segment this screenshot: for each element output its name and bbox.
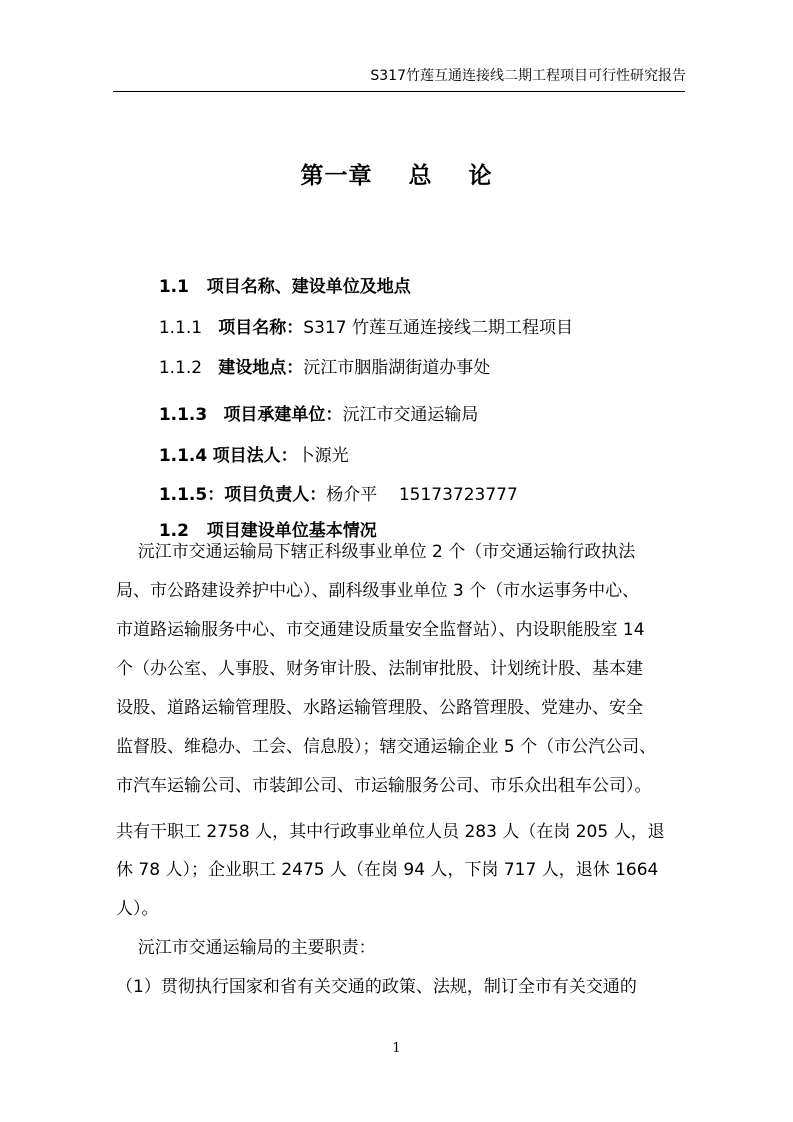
section-1-1-title: 项目名称、建设单位及地点 xyxy=(206,277,411,297)
section-1-2-number: 1.2 xyxy=(158,521,189,541)
section-1-1-number: 1.1 xyxy=(158,277,189,297)
section-1-1-3-number: 1.1.3 xyxy=(158,405,208,425)
body-line-7: 市汽车运输公司、市装卸公司、市运输服务公司、市乐众出租车公司）。 xyxy=(116,776,652,796)
body-line-6: 监督股、维稳办、工会、信息股）；辖交通运输企业 5 个（市公汽公司、 xyxy=(116,737,657,757)
section-1-1-5-number: 1.1.5： xyxy=(158,485,225,505)
header-divider xyxy=(113,91,685,92)
body-line-1: 沅江市交通运输局下辖正科级事业单位 2 个（市交通运输行政执法 xyxy=(116,542,636,562)
body-line-8: 共有干职工 2758 人，其中行政事业单位人员 283 人（在岗 205 人，退 xyxy=(116,822,665,842)
section-1-2-heading xyxy=(148,492,377,544)
body-line-4: 个（办公室、人事股、财务审计股、法制审批股、计划统计股、基本建 xyxy=(116,659,643,679)
section-1-1-2-label: 建设地点： xyxy=(218,358,304,378)
body-line-3: 市道路运输服务中心、市交通建设质量安全监督站）、内设职能股室 14 xyxy=(116,620,645,640)
section-1-2-title: 项目建设单位基本情况 xyxy=(206,521,377,541)
section-1-1-4-number: 1.1.4 xyxy=(158,446,208,466)
body-line-10: 人）。 xyxy=(116,899,159,919)
section-1-1-2-line xyxy=(148,329,490,381)
body-line-2: 局、市公路建设养护中心）、副科级事业单位 3 个（市水运事务中心、 xyxy=(116,581,640,601)
section-1-1-4-value: 卜源光 xyxy=(297,446,349,466)
section-1-1-5-label: 项目负责人： xyxy=(224,485,327,505)
body-paragraph-duty-1: （1）贯彻执行国家和省有关交通的政策、法规，制订全市有关交通的 xyxy=(116,977,637,997)
section-1-1-1-label: 项目名称： xyxy=(218,318,304,338)
section-1-1-5-value: 杨介平 15173723777 xyxy=(326,485,518,505)
chapter-title: 第一章 总 论 xyxy=(300,163,493,189)
section-1-1-3-label: 项目承建单位： xyxy=(223,405,343,425)
section-1-1-2-value: 沅江市胭脂湖街道办事处 xyxy=(303,358,491,378)
body-line-9: 休 78 人）；企业职工 2475 人（在岗 94 人，下岗 717 人，退休 1664 xyxy=(116,860,659,880)
body-line-5: 设股、道路运输管理股、水路运输管理股、公路管理股、党建办、安全 xyxy=(116,698,643,718)
running-header-title: S317竹莲互通连接线二期工程项目可行性研究报告 xyxy=(370,68,686,84)
section-1-1-4-label: 项目法人： xyxy=(212,446,298,466)
page-number: 1 xyxy=(392,1041,401,1056)
section-1-1-3-value: 沅江市交通运输局 xyxy=(342,405,479,425)
section-1-1-1-value: S317 竹莲互通连接线二期工程项目 xyxy=(303,318,573,338)
section-1-1-2-number: 1.1.2 xyxy=(158,358,203,378)
section-1-1-1-number: 1.1.1 xyxy=(158,318,203,338)
body-paragraph-duties-intro: 沅江市交通运输局的主要职责： xyxy=(116,938,376,958)
